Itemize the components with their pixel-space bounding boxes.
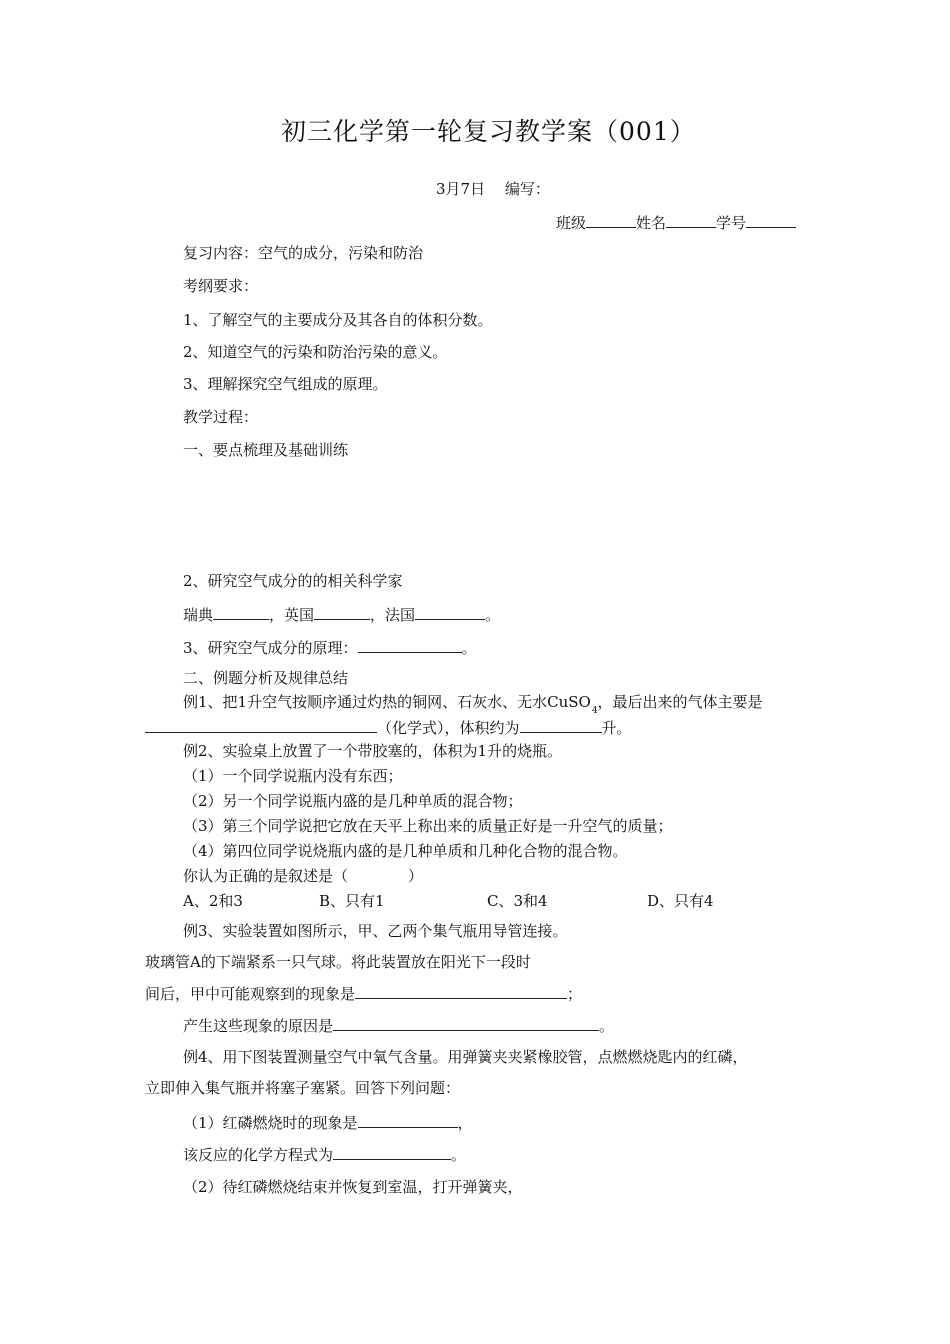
syllabus-item: 3、理解探究空气组成的原理。 (183, 375, 388, 393)
option-c: C、3和4 (487, 892, 548, 910)
principle-question: 3、研究空气成分的原理： (183, 639, 358, 657)
name-label: 姓名 (636, 214, 667, 232)
name-blank[interactable] (666, 212, 716, 228)
ex2-item: （1）一个同学说瓶内没有东西； (183, 767, 403, 785)
uk-blank[interactable] (314, 604, 370, 620)
ex1-line1 (183, 692, 763, 715)
ex3-reason-blank[interactable] (333, 1015, 599, 1031)
period: 。 (461, 639, 477, 657)
student-info (556, 212, 796, 233)
comma: ， (457, 1114, 473, 1132)
france-blank[interactable] (415, 604, 485, 620)
principle-blank[interactable] (358, 637, 462, 653)
option-a: A、2和3 (183, 892, 243, 910)
id-blank[interactable] (746, 212, 796, 228)
id-label: 学号 (716, 214, 747, 232)
option-d: D、只有4 (647, 892, 714, 910)
ex1-mid: （化学式），体积约为 (377, 719, 520, 737)
period: 。 (485, 606, 501, 624)
page-title: 初三化学第一轮复习教学案（001） (281, 117, 696, 146)
ex4-line2: 立即伸入集气瓶并将塞子塞紧。回答下列问题： (145, 1079, 461, 1097)
france-label: ，法国 (370, 606, 416, 624)
semicolon: ； (567, 985, 583, 1003)
uk-label: ，英国 (269, 606, 315, 624)
section2-title: 二、例题分析及规律总结 (183, 669, 349, 687)
ex3-line3 (145, 983, 582, 1004)
ex4-equation (183, 1144, 466, 1165)
ex2-stem: 例2、实验桌上放置了一个带胶塞的，体积为1升的烧瓶。 (183, 742, 563, 760)
period: 。 (599, 1017, 615, 1035)
ex1-text: 例1、把1升空气按顺序通过灼热的铜网、石灰水、无水CuSO (183, 693, 591, 711)
ex2-item: （2）另一个同学说瓶内盛的是几种单质的混合物； (183, 792, 523, 810)
ex1-end: 升。 (601, 719, 632, 737)
ex4-q1 (183, 1112, 473, 1133)
sweden-label: 瑞典 (183, 606, 214, 624)
ex4-line1: 例4、用下图装置测量空气中氧气含量。用弹簧夹夹紧橡胶管，点燃燃烧匙内的红磷， (183, 1048, 748, 1066)
syllabus-item: 1、了解空气的主要成分及其各自的体积分数。 (183, 311, 493, 329)
ex3-reason-text: 产生这些现象的原因是 (183, 1017, 334, 1035)
class-blank[interactable] (586, 212, 636, 228)
syllabus-item: 2、知道空气的污染和防治污染的意义。 (183, 343, 448, 361)
sweden-blank[interactable] (213, 604, 269, 620)
ex1-text-end: ，最后出来的气体主要是 (597, 693, 763, 711)
ex2-item: （4）第四位同学说烧瓶内盛的是几种单质和几种化合物的混合物。 (183, 842, 628, 860)
ex2-question: 你认为正确的是叙述是（ ） (183, 867, 424, 885)
date-line: 3月7日 编写： (436, 180, 550, 198)
ex4-eq-text: 该反应的化学方程式为 (183, 1146, 334, 1164)
ex1-volume-blank[interactable] (520, 717, 602, 733)
ex4-q2: （2）待红磷燃烧结束并恢复到室温，打开弹簧夹， (183, 1178, 523, 1196)
ex4-q1-text: （1）红磷燃烧时的现象是 (183, 1114, 358, 1132)
ex3-line4 (183, 1015, 614, 1036)
ex3-line1: 例3、实验装置如图所示，甲、乙两个集气瓶用导管连接。 (183, 922, 568, 940)
review-content: 复习内容：空气的成分，污染和防治 (183, 244, 424, 262)
section1-title: 一、要点梳理及基础训练 (183, 441, 349, 459)
ex3-line2: 玻璃管A的下端紧系一只气球。将此装置放在阳光下一段时 (145, 953, 531, 971)
ex1-line2 (145, 717, 632, 738)
ex4-eq-blank[interactable] (333, 1144, 451, 1160)
process-title: 教学过程： (183, 408, 259, 426)
ex3-text: 间后，甲中可能观察到的现象是 (145, 985, 356, 1003)
principle-line (183, 637, 477, 658)
ex3-phenomenon-blank[interactable] (355, 983, 567, 999)
syllabus-title: 考纲要求： (183, 277, 259, 295)
scientists-line (183, 604, 500, 625)
scientists-question: 2、研究空气成分的的相关科学家 (183, 572, 403, 590)
class-label: 班级 (556, 214, 587, 232)
ex2-item: （3）第三个同学说把它放在天平上称出来的质量正好是一升空气的质量； (183, 817, 673, 835)
subscript: 4 (591, 706, 598, 716)
period: 。 (451, 1146, 467, 1164)
ex4-q1-blank[interactable] (358, 1112, 458, 1128)
ex1-formula-blank[interactable] (145, 717, 377, 733)
option-b: B、只有1 (319, 892, 385, 910)
